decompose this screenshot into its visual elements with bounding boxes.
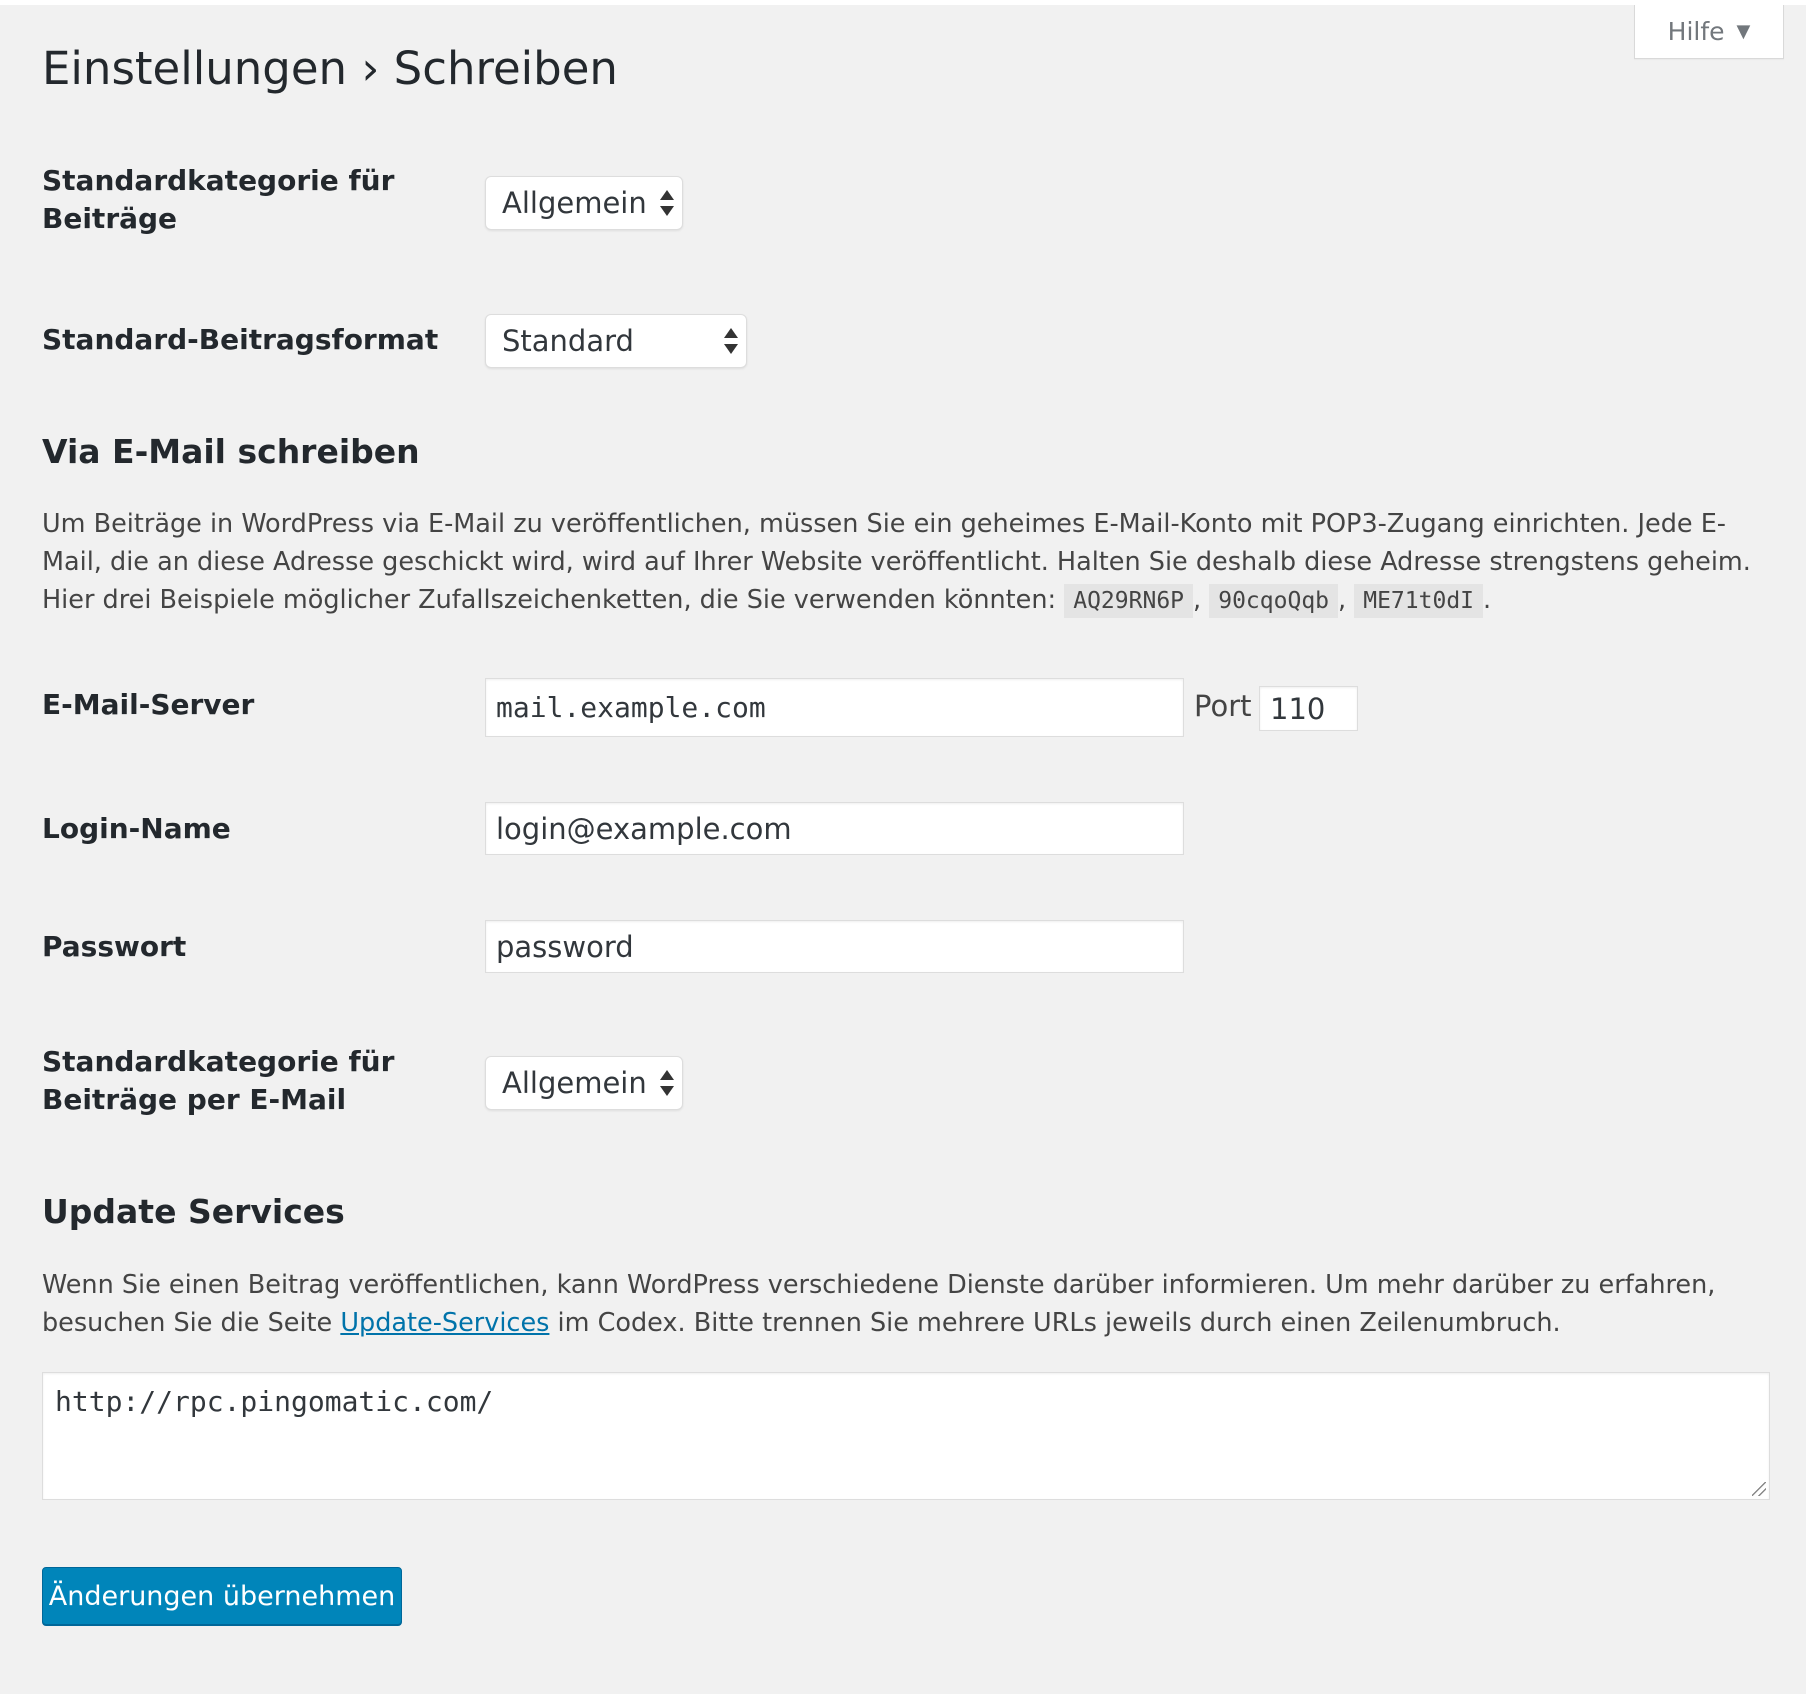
random-string-2: 90cqoQqb xyxy=(1209,584,1338,618)
default-category-label-line1: Standardkategorie für xyxy=(42,164,395,197)
ping-sites-value: http://rpc.pingomatic.com/ xyxy=(55,1385,494,1418)
default-post-format-label: Standard-Beitragsformat xyxy=(42,323,439,356)
post-via-email-intro: Um Beiträge in WordPress via E-Mail zu veröffentlichen, müssen Sie ein geheimes E-Mail-Konto mit POP3-Zugang einrichten. Jede E-Mail, die an diese Adresse geschickt wird, wird auf Ihrer Website veröffentlicht. Halten Sie deshalb diese Adresse strengstens geheim. Hier drei Beispiele möglicher Zufallszeichenketten, die Sie verwenden könnten: xyxy=(42,509,1751,615)
email-category-label-line2: Beiträge per E-Mail xyxy=(42,1083,347,1116)
select-arrows-icon xyxy=(660,1069,674,1097)
random-string-1: AQ29RN6P xyxy=(1064,584,1193,618)
resize-handle-icon[interactable] xyxy=(1752,1482,1766,1496)
default-post-format-value: Standard xyxy=(502,324,634,358)
mail-server-label: E-Mail-Server xyxy=(42,688,255,721)
ping-sites-textarea[interactable] xyxy=(42,1372,1770,1500)
email-category-label-line1: Standardkategorie für xyxy=(42,1045,395,1078)
default-category-value: Allgemein xyxy=(502,186,647,220)
help-tab-button[interactable] xyxy=(1634,5,1784,59)
password-label: Passwort xyxy=(42,930,187,963)
update-services-heading: Update Services xyxy=(42,1192,345,1231)
default-category-label-line2: Beiträge xyxy=(42,202,178,235)
port-label: Port xyxy=(1194,689,1252,723)
port-input[interactable]: 110 xyxy=(1259,686,1358,731)
separator: , xyxy=(1338,585,1347,615)
email-category-value: Allgemein xyxy=(502,1066,647,1100)
default-post-format-select[interactable] xyxy=(485,314,747,368)
separator: , xyxy=(1193,585,1202,615)
login-name-label: Login-Name xyxy=(42,812,231,845)
select-arrows-icon xyxy=(660,189,674,217)
save-changes-button[interactable]: Änderungen übernehmen xyxy=(42,1567,402,1625)
update-services-link[interactable]: Update-Services xyxy=(340,1308,550,1338)
help-tab-label: Hilfe xyxy=(1667,17,1725,46)
default-category-select[interactable] xyxy=(485,176,683,230)
password-input[interactable]: password xyxy=(485,920,1184,973)
email-category-select[interactable] xyxy=(485,1056,683,1110)
page-title: Einstellungen › Schreiben xyxy=(42,42,618,95)
mail-server-input[interactable]: mail.example.com xyxy=(485,678,1184,737)
email-category-label xyxy=(42,1043,394,1119)
default-category-label xyxy=(42,162,394,238)
post-via-email-description xyxy=(42,505,1782,620)
post-via-email-heading: Via E-Mail schreiben xyxy=(42,432,420,471)
end-punctuation: . xyxy=(1483,585,1492,615)
update-services-description xyxy=(42,1266,1782,1342)
random-string-3: ME71t0dI xyxy=(1354,584,1483,618)
caret-down-icon: ▼ xyxy=(1736,21,1751,42)
login-name-input[interactable]: login@example.com xyxy=(485,802,1184,855)
update-services-text-after: im Codex. Bitte trennen Sie mehrere URLs jeweils durch einen Zeilenumbruch. xyxy=(549,1308,1561,1338)
update-services-text-before: Wenn Sie einen Beitrag veröffentlichen, kann WordPress verschiedene Dienste darüber informieren. Um mehr darüber zu erfahren, besuchen Sie die Seite xyxy=(42,1270,1716,1338)
select-arrows-icon xyxy=(724,327,738,355)
